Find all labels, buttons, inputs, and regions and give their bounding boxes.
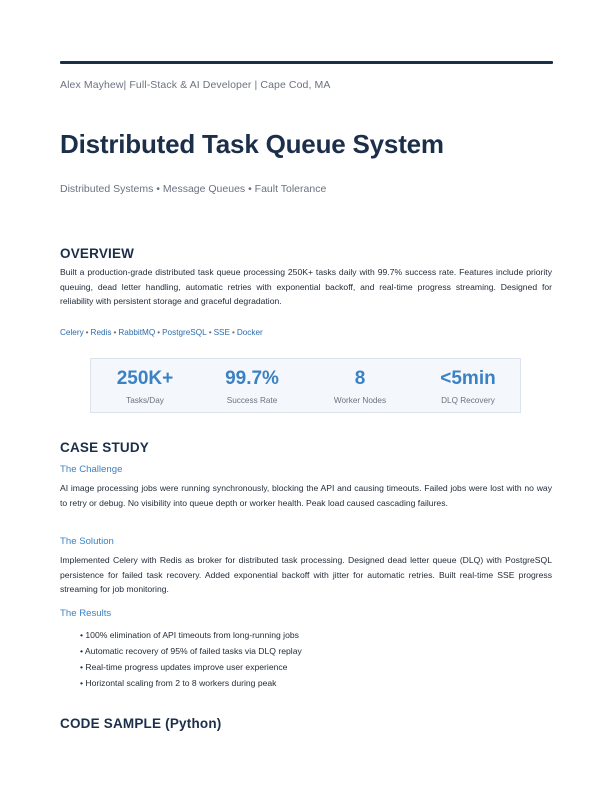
overview-heading: OVERVIEW bbox=[60, 246, 135, 261]
tech-separator: • bbox=[157, 328, 161, 337]
stat-value: 8 bbox=[354, 368, 366, 389]
solution-heading: The Solution bbox=[60, 536, 114, 547]
challenge-body: AI image processing jobs were running synchronously, blocking the API and causing timeouts. Failed jobs were lost with no way to retry or debug. No visibility into queue depth or worker health. Peak load caused cascading failures. bbox=[60, 483, 552, 508]
stat-value: 99.7% bbox=[225, 368, 279, 389]
code-sample-heading: CODE SAMPLE (Python) bbox=[60, 716, 222, 731]
list-item: • Horizontal scaling from 2 to 8 workers during peak bbox=[80, 675, 302, 691]
stat-label: DLQ Recovery bbox=[441, 396, 495, 405]
stat-label: Tasks/Day bbox=[126, 396, 164, 405]
stat-value: <5min bbox=[440, 368, 496, 389]
results-heading: The Results bbox=[60, 608, 112, 619]
results-list bbox=[80, 627, 302, 691]
header-rule bbox=[60, 61, 553, 64]
tech-separator: • bbox=[231, 328, 235, 337]
case-study-heading: CASE STUDY bbox=[60, 440, 150, 455]
stat-label: Success Rate bbox=[226, 396, 278, 405]
list-item: • 100% elimination of API timeouts from long-running jobs bbox=[80, 627, 302, 643]
stats-panel bbox=[90, 358, 521, 413]
tech-stack bbox=[60, 328, 263, 337]
overview-body: Built a production-grade distributed task queue processing 250K+ tasks daily with 99.7% success rate. Features include priority queuing, dead letter handling, automatic retries with exponential backoff, and real-time progress streaming. Designed for reliability with persistent storage and graceful degradation. bbox=[60, 267, 552, 306]
tech-separator: • bbox=[208, 328, 212, 337]
author-line: Alex Mayhew| Full-Stack & AI Developer | Cape Cod, MA bbox=[60, 79, 331, 91]
tech-item: Docker bbox=[236, 328, 263, 337]
tech-item: SSE bbox=[213, 328, 230, 337]
stat-value: 250K+ bbox=[116, 368, 174, 389]
tech-item: PostgreSQL bbox=[162, 328, 207, 337]
tech-item: Redis bbox=[90, 328, 112, 337]
tech-separator: • bbox=[113, 328, 117, 337]
solution-body: Implemented Celery with Redis as broker for distributed task processing. Designed dead letter queue (DLQ) with PostgreSQL persistence for failed task recovery. Added exponential backoff with jitter for automatic retries. Built real-time SSE progress streaming for job monitoring. bbox=[60, 555, 552, 594]
page-title: Distributed Task Queue System bbox=[60, 129, 444, 159]
tech-separator: • bbox=[85, 328, 89, 337]
page-subtitle: Distributed Systems • Message Queues • Fault Tolerance bbox=[60, 183, 327, 195]
list-item: • Real-time progress updates improve user experience bbox=[80, 659, 302, 675]
tech-item: Celery bbox=[60, 328, 84, 337]
challenge-heading: The Challenge bbox=[60, 464, 123, 475]
stat-label: Worker Nodes bbox=[333, 396, 387, 405]
list-item: • Automatic recovery of 95% of failed tasks via DLQ replay bbox=[80, 643, 302, 659]
tech-item: RabbitMQ bbox=[118, 328, 156, 337]
